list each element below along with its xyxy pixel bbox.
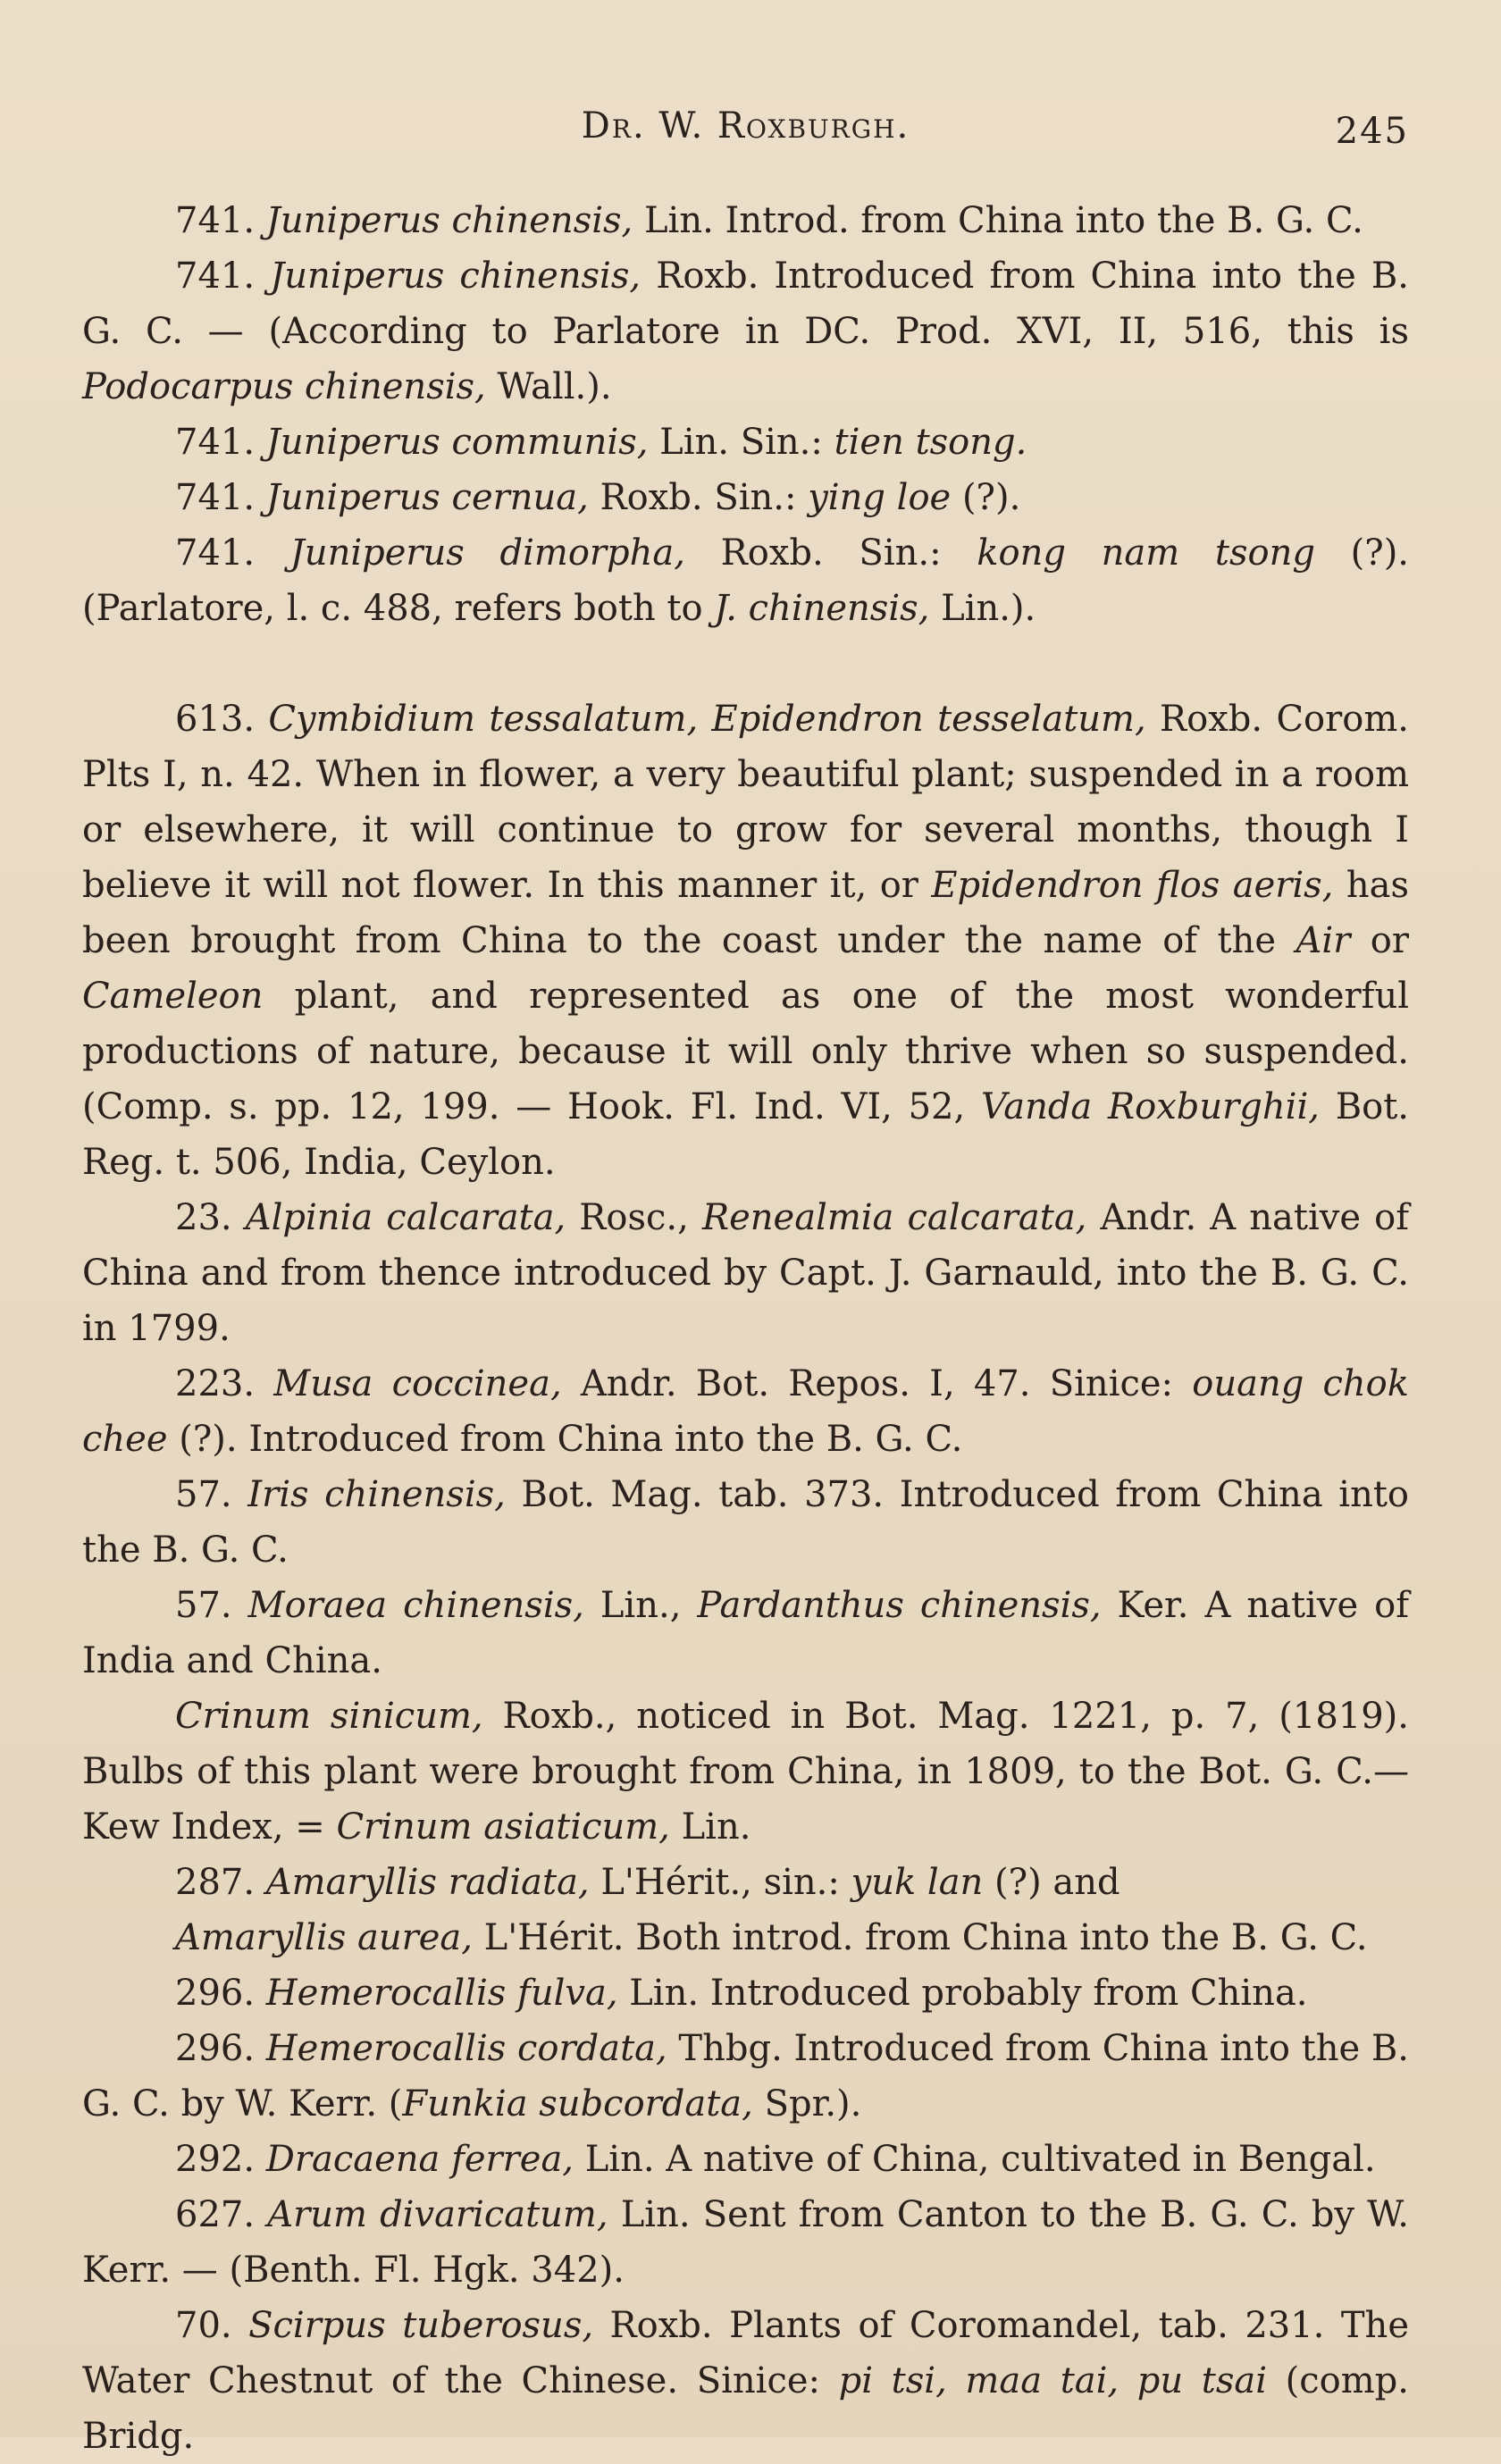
text-run: (comp. Bridg. <box>82 2360 1409 2457</box>
italic-text: J. chinensis, <box>714 588 930 629</box>
italic-text: kong nam tsong <box>977 532 1315 574</box>
entry-paragraph <box>82 1689 1409 1855</box>
entry-paragraph <box>82 2187 1409 2298</box>
text-run: Andr. Bot. Repos. I, 47. Sinice: <box>561 1363 1193 1404</box>
text-run: Lin. Sent from Canton to the B. G. C. by W. Kerr. — (Benth. Fl. Hgk. 342). <box>82 2194 1409 2291</box>
text-run: 741. <box>175 200 266 241</box>
text-run: (?). <box>951 477 1021 518</box>
italic-text: yuk lan <box>851 1862 984 1903</box>
italic-text: Podocarpus chinensis, <box>82 366 486 407</box>
body-text <box>82 193 1409 2464</box>
italic-text: Vanda Roxburghii, <box>981 1086 1320 1127</box>
italic-text: pi tsi, maa tai, pu tsai <box>838 2360 1268 2401</box>
italic-text: Pardanthus chinensis, <box>697 1585 1102 1626</box>
entry-paragraph <box>82 248 1409 415</box>
text-run: (?). Introduced from China into the B. G. C. <box>167 1419 963 1460</box>
italic-text: Iris chinensis, <box>247 1474 506 1515</box>
page-number: 245 <box>1335 111 1409 152</box>
italic-text: Arum divaricatum, <box>267 2194 608 2235</box>
text-run: Roxb. Sin.: <box>684 532 977 574</box>
italic-text: Juniperus chinensis, <box>265 200 633 241</box>
text-run: 57. <box>175 1474 248 1515</box>
italic-text: Moraea chinensis, <box>247 1585 584 1626</box>
text-run: 741. <box>175 477 266 518</box>
text-run: 741. <box>175 422 266 463</box>
text-run: Lin. Introduced probably from China. <box>617 1973 1308 2014</box>
text-run: Lin.). <box>929 588 1036 629</box>
text-run: Rosc., <box>566 1197 702 1238</box>
italic-text: Cameleon <box>82 976 264 1017</box>
italic-text: Crinum sinicum, <box>175 1696 483 1737</box>
text-run: 70. <box>175 2305 249 2346</box>
text-run: 741. <box>175 256 271 297</box>
text-run: or <box>1350 920 1410 961</box>
italic-text: Scirpus tuberosus, <box>248 2305 594 2346</box>
entry-paragraph <box>82 1910 1409 1965</box>
italic-text: Funkia subcordata, <box>402 2083 753 2125</box>
text-run: 296. <box>175 2028 266 2069</box>
text-run: 627. <box>175 2194 268 2235</box>
italic-text: Juniperus dimorpha, <box>289 532 685 574</box>
italic-text: Alpinia calcarata, <box>245 1197 566 1238</box>
entry-paragraph <box>82 1467 1409 1578</box>
text-run: 292. <box>175 2139 266 2180</box>
text-run: Wall.). <box>485 366 612 407</box>
italic-text: Hemerocallis cordata, <box>265 2028 667 2069</box>
italic-text: Amaryllis aurea, <box>175 1917 473 1958</box>
entry-paragraph <box>82 1356 1409 1467</box>
entry-paragraph <box>82 415 1409 470</box>
text-run: 57. <box>175 1585 248 1626</box>
text-run: 223. <box>175 1363 274 1404</box>
text-run: Lin., <box>583 1585 698 1626</box>
italic-text: Air <box>1296 920 1351 961</box>
italic-text: tien tsong. <box>834 422 1027 463</box>
text-run: Lin. Sin.: <box>648 422 834 463</box>
text-run: Ker. A native of India and China. <box>82 1585 1409 1681</box>
text-run: Roxb. Introduced from China into the B. G. C. — (According to Parlatore in DC. Prod. XVI, II, 516, this is <box>82 256 1410 352</box>
text-run: Bot. Mag. tab. 373. Introduced from China into the B. G. C. <box>82 1474 1410 1571</box>
text-run: Spr.). <box>752 2083 862 2125</box>
italic-text: Hemerocallis fulva, <box>265 1973 618 2014</box>
text-run: Thbg. Introduced from China into the B. G. C. by W. Kerr. ( <box>82 2028 1410 2125</box>
text-run: Roxb. Corom. Plts I, n. 42. When in flower, a very beautiful plant; suspended in a room or elsewhere, it will continue to grow for several months, though I believe it will not flower. In this manner it, or <box>82 699 1409 906</box>
italic-text: Crinum asiaticum, <box>336 1806 670 1848</box>
text-run: Lin. Introd. from China into the B. G. C. <box>633 200 1363 241</box>
entry-paragraph <box>82 2021 1409 2132</box>
italic-text: Juniperus chinensis, <box>270 256 641 297</box>
text-run: Lin. <box>669 1806 751 1848</box>
entry-paragraph <box>82 1190 1409 1356</box>
text-run: 287. <box>175 1862 266 1903</box>
text-run: 613. <box>175 699 269 740</box>
text-run: L'Hérit., sin.: <box>589 1862 851 1903</box>
text-run: Roxb. Plants of Coromandel, tab. 231. The Water Chestnut of the Chinese. Sinice: <box>82 2305 1409 2401</box>
italic-text: Dracaena ferrea, <box>265 2139 574 2180</box>
text-run: Lin. A native of China, cultivated in Bengal. <box>574 2139 1376 2180</box>
italic-text: Amaryllis radiata, <box>265 1862 590 1903</box>
entry-paragraph <box>82 1855 1409 1910</box>
text-run: Roxb. Sin.: <box>588 477 809 518</box>
italic-text: Cymbidium tessalatum, Epidendron tesselatum, <box>268 699 1146 740</box>
entry-paragraph <box>82 525 1409 636</box>
entry-paragraph <box>82 2298 1409 2464</box>
text-run: has been brought from China to the coast under the name of the <box>82 865 1409 961</box>
text-run: Andr. A native of China and from thence introduced by Capt. J. Garnauld, into the B. G. C. in 1799. <box>82 1197 1410 1349</box>
entry-paragraph <box>82 2132 1409 2187</box>
text-run: (?) and <box>983 1862 1120 1903</box>
text-run: Roxb., noticed in Bot. Mag. 1221, p. 7, (1819). Bulbs of this plant were brought from China, in 1809, to the Bot. G. C.— Kew Index, = <box>82 1696 1409 1848</box>
italic-text: Juniperus cernua, <box>265 477 589 518</box>
section-gap <box>82 636 1409 691</box>
text-run: 741. <box>175 532 290 574</box>
text-run: (?). (Parlatore, l. c. 488, refers both to <box>82 532 1410 629</box>
text-run: Bot. Reg. t. 506, India, Ceylon. <box>82 1086 1410 1183</box>
entry-paragraph <box>82 193 1409 248</box>
entry-paragraph <box>82 691 1409 1190</box>
italic-text: ouang chok chee <box>82 1363 1410 1460</box>
text-run: 23. <box>175 1197 246 1238</box>
italic-text: Epidendron flos aeris, <box>931 865 1334 906</box>
italic-text: Renealmia calcarata, <box>701 1197 1087 1238</box>
entry-paragraph <box>82 1578 1409 1689</box>
text-run: L'Hérit. Both introd. from China into the B. G. C. <box>472 1917 1368 1958</box>
italic-text: Juniperus communis, <box>265 422 649 463</box>
italic-text: ying loe <box>808 477 952 518</box>
page-header <box>82 105 1409 159</box>
entry-paragraph <box>82 470 1409 525</box>
text-run: plant, and represented as one of the most wonderful productions of nature, because it will only thrive when so suspended. (Comp. s. pp. 12, 199. — Hook. Fl. Ind. VI, 52, <box>82 976 1409 1127</box>
text-run: 296. <box>175 1973 266 2014</box>
italic-text: Musa coccinea, <box>273 1363 562 1404</box>
entry-paragraph <box>82 1965 1409 2021</box>
running-head: Dr. W. Roxburgh. <box>581 105 910 147</box>
